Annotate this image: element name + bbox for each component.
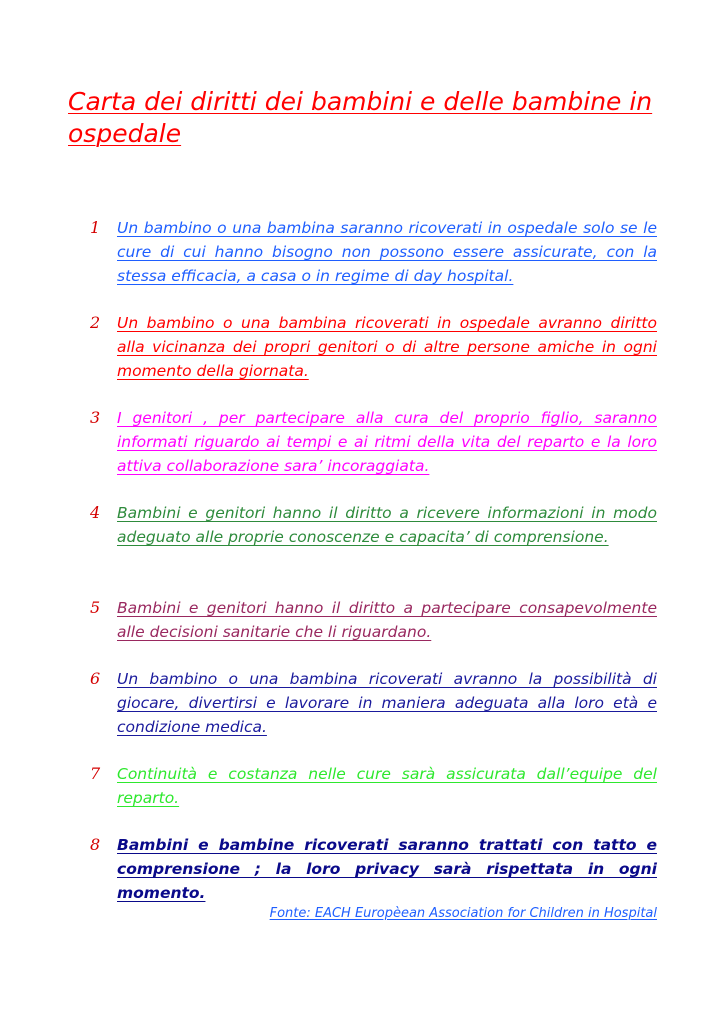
item-number: 7: [90, 764, 101, 783]
page-title: Carta dei diritti dei bambini e delle bambine in ospedale: [68, 87, 653, 148]
item-text: Un bambino o una bambina ricoverati avranno la possibilità di giocare, divertirsi e lavorare in maniera adeguata alla loro età e condizione medica.: [117, 670, 657, 736]
item-number: 3: [90, 408, 101, 427]
item-text: Un bambino o una bambina saranno ricoverati in ospedale solo se le cure di cui hanno bisogno non possono essere assicurate, con la stessa efficacia, a casa o in regime di day hospital.: [117, 219, 657, 285]
item-number: 6: [90, 669, 101, 688]
item-number: 2: [90, 313, 101, 332]
item-text: I genitori , per partecipare alla cura del proprio figlio, saranno informati riguardo ai tempi e ai ritmi della vita del reparto e la loro attiva collaborazione sara’ incoraggiata.: [117, 409, 657, 475]
item-text: Bambini e genitori hanno il diritto a ricevere informazioni in modo adeguato alle proprie conoscenze e capacita’ di comprensione.: [117, 504, 657, 546]
item-number: 4: [90, 503, 101, 522]
item-text: Bambini e bambine ricoverati saranno trattati con tatto e comprensione ; la loro privacy sarà rispettata in ogni momento.: [117, 836, 657, 902]
item-text: Continuità e costanza nelle cure sarà assicurata dall’equipe del reparto.: [117, 765, 657, 807]
item-number: 1: [90, 218, 101, 237]
item-text: Un bambino o una bambina ricoverati in ospedale avranno diritto alla vicinanza dei propri genitori o di altre persone amiche in ogni momento della giornata.: [117, 314, 657, 380]
item-number: 5: [90, 598, 101, 617]
item-number: 8: [90, 835, 101, 854]
source-link[interactable]: Fonte: EACH Europèean Association for Children in Hospital: [269, 906, 657, 921]
item-text: Bambini e genitori hanno il diritto a partecipare consapevolmente alle decisioni sanitarie che li riguardano.: [117, 599, 657, 641]
